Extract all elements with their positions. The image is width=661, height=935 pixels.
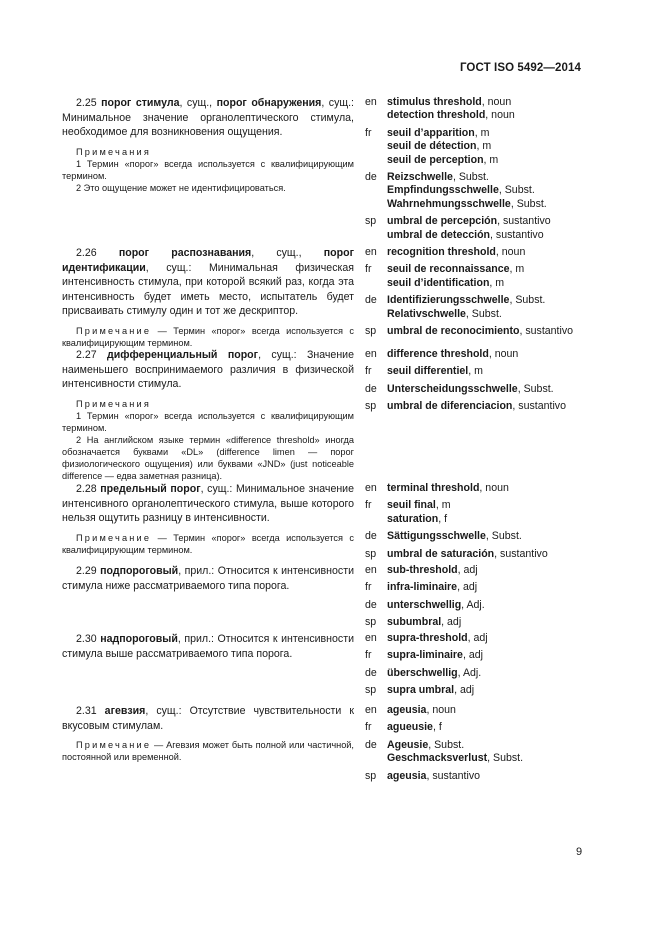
lang-fr: fr agueusie, f bbox=[365, 721, 442, 734]
lang-de: de Reizschwelle, Subst. Empfindungsschwelle, Subst. Wahrnehmungsschwelle, Subst. bbox=[365, 171, 547, 210]
note-1: 1 Термин «порог» всегда используется с квалифицирующим термином. bbox=[62, 410, 354, 433]
lang-en: en sub-threshold, adj bbox=[365, 564, 478, 576]
lang-sp: sp umbral de percepción, sustantivo umbral de detección, sustantivo bbox=[365, 215, 551, 241]
entry-2-30-russian: 2.30 надпороговый, прил.: Относится к интенсивности стимула выше рассматриваемого типа порога. bbox=[62, 633, 354, 660]
entry-2-25-russian: 2.25 порог стимула, сущ., порог обнаружения, сущ.: Минимальное значение органолептического стимула, необходимое для возникновения ощущения. Примечания 1 Термин «порог» всегда используется с квалифицирующим термином. 2 Это ощущение может не идентифицироваться. bbox=[62, 97, 354, 193]
term: порог распознавания bbox=[118, 247, 252, 259]
lang-fr: fr infra-liminaire, adj bbox=[365, 581, 478, 594]
entry-2-27-translations bbox=[365, 348, 635, 414]
term: подпороговый bbox=[100, 565, 179, 577]
entry-2-29-translations bbox=[365, 564, 635, 630]
note-1: 1 Термин «порог» всегда используется с квалифицирующим термином. bbox=[62, 158, 354, 181]
entry-2-29-russian: 2.29 подпороговый, прил.: Относится к интенсивности стимула ниже рассматриваемого типа порога. bbox=[62, 565, 354, 592]
term: дифференциальный порог bbox=[107, 349, 259, 361]
entry-2-26-translations bbox=[365, 246, 635, 338]
lang-fr: fr seuil d’apparition, m seuil de détection, m seuil de perception, m bbox=[365, 126, 499, 166]
lang-en: en supra-threshold, adj bbox=[365, 632, 488, 644]
lang-de: de Unterscheidungsschwelle, Subst. bbox=[365, 382, 554, 395]
lang-sp: sp supra umbral, adj bbox=[365, 684, 475, 697]
term: предельный порог bbox=[100, 483, 201, 495]
note-heading: Примечания bbox=[76, 398, 152, 409]
lang-fr: fr seuil differentiel, m bbox=[365, 365, 483, 378]
lang-en: en stimulus threshold, noun detection threshold, noun bbox=[365, 96, 515, 122]
note-2: 2 На английском языке термин «difference threshold» иногда обозначается буквами «DL» (difference limen — порог физиологического ощущения) или буквами «JND» (just noticeable difference — едва заметная разница). bbox=[62, 434, 354, 481]
entry-2-25-translations bbox=[365, 96, 635, 242]
entry-2-30-translations bbox=[365, 632, 635, 698]
term: агевзия bbox=[104, 705, 146, 717]
term: порог идентификации bbox=[62, 247, 354, 274]
lang-sp: sp umbral de diferenciacion, sustantivo bbox=[365, 400, 566, 413]
lang-sp: sp umbral de reconocimiento, sustantivo bbox=[365, 325, 574, 338]
entry-2-28-russian: 2.28 предельный порог, сущ.: Минимальное значение интенсивного органолептического стимула, выше которого нельзя ощутить разницу в интенсивности. Примечание — Термин «порог» всегда используется с квалифицирующим термином. bbox=[62, 483, 354, 555]
note: Примечание — Агевзия может быть полной или частичной, постоянной или временной. bbox=[62, 740, 354, 762]
entry-2-31-russian: 2.31 агевзия, сущ.: Отсутствие чувствительности к вкусовым стимулам. Примечание — Агевзия может быть полной или частичной, постоянной или временной. bbox=[62, 705, 354, 762]
lang-en: en terminal threshold, noun bbox=[365, 482, 509, 494]
lang-de: de Identifizierungsschwelle, Subst. Relativschwelle, Subst. bbox=[365, 294, 546, 320]
note: Примечание — Термин «порог» всегда используется с квалифицирующим термином. bbox=[62, 532, 354, 555]
note-heading: Примечания bbox=[76, 146, 152, 157]
entry-2-28-translations bbox=[365, 482, 635, 561]
lang-fr: fr seuil de reconnaissance, m seuil d’identification, m bbox=[365, 263, 525, 289]
lang-de: de Sättigungsschwelle, Subst. bbox=[365, 530, 522, 543]
entry-2-31-translations bbox=[365, 704, 635, 783]
lang-en: en ageusia, noun bbox=[365, 704, 456, 716]
document-header: ГОСТ ISO 5492—2014 bbox=[459, 62, 581, 74]
term: надпороговый bbox=[100, 633, 178, 645]
lang-sp: sp subumbral, adj bbox=[365, 616, 462, 629]
lang-de: de Ageusie, Subst. Geschmacksverlust, Subst. bbox=[365, 738, 524, 765]
entry-2-27-russian: 2.27 дифференциальный порог, сущ.: Значение наименьшего воспринимаемого различия в физической интенсивности стимула. Примечания 1 Термин «порог» всегда используется с квалифицирующим термином. 2 На английском языке термин «difference threshold» иногда обозначается буквами «DL» (difference limen — порог физиологического ощущения) или буквами «JND» (just noticeable difference — едва заметная разница). bbox=[62, 349, 354, 481]
term: порог обнаружения bbox=[216, 97, 322, 109]
lang-sp: sp umbral de saturación, sustantivo bbox=[365, 547, 548, 560]
lang-sp: sp ageusia, sustantivo bbox=[365, 769, 481, 782]
term: порог стимула bbox=[101, 97, 180, 109]
lang-en: en recognition threshold, noun bbox=[365, 246, 526, 258]
entry-2-26-russian: 2.26 порог распознавания, сущ., порог идентификации, сущ.: Минимальная физическая интенсивность стимула, при которой всякий раз, когда эта интенсивность будет иметь место, испытатель будет присваивать стимулу один и тот же дескриптор. Примечание — Термин «порог» всегда используется с квалифицирующим термином. bbox=[62, 247, 354, 348]
note-2: 2 Это ощущение может не идентифицироваться. bbox=[76, 182, 286, 193]
lang-fr: fr supra-liminaire, adj bbox=[365, 649, 483, 662]
page-number: 9 bbox=[576, 846, 583, 858]
lang-de: de unterschwellig, Adj. bbox=[365, 598, 485, 611]
lang-fr: fr seuil final, m saturation, f bbox=[365, 499, 451, 525]
lang-en: en difference threshold, noun bbox=[365, 348, 519, 360]
note: Примечание — Термин «порог» всегда используется с квалифицирующим термином. bbox=[62, 325, 354, 348]
lang-de: de überschwellig, Adj. bbox=[365, 666, 482, 679]
